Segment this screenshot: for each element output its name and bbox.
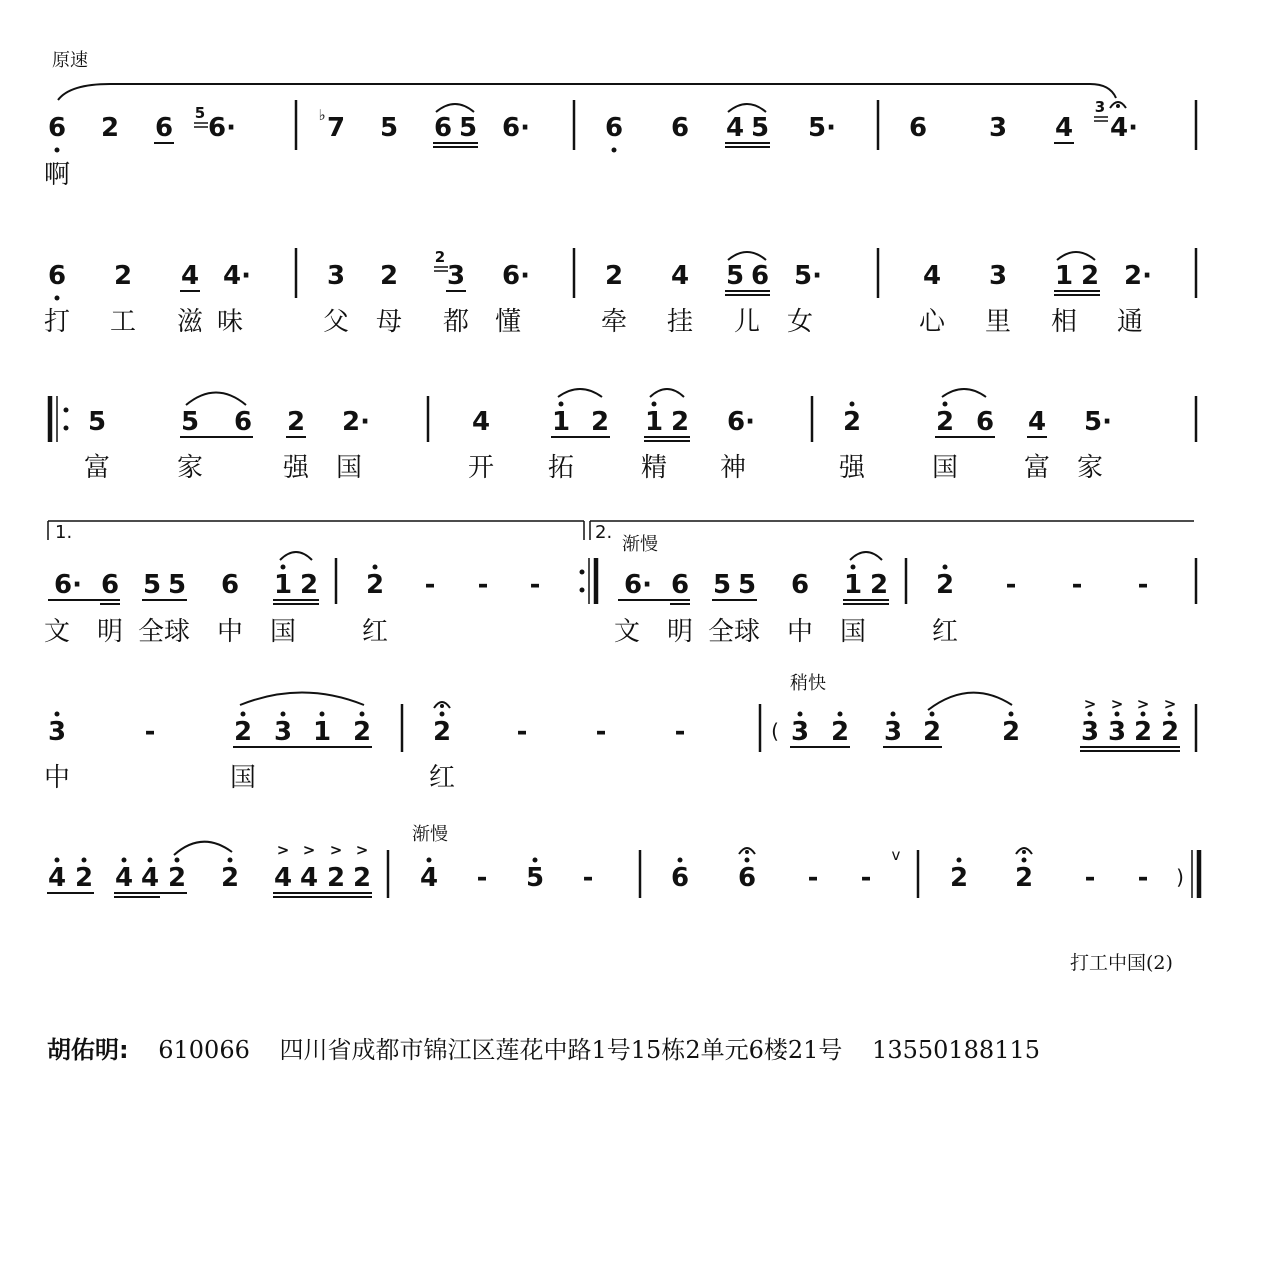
address: 四川省成都市锦江区莲花中路1号15栋2单元6楼21号 — [279, 1036, 843, 1064]
volta-2: 2. — [595, 522, 613, 543]
accent-mark: > — [1110, 695, 1124, 713]
note: - — [582, 863, 594, 893]
lyric: 国 — [229, 763, 257, 793]
note: 5· — [808, 113, 836, 143]
note: 5· — [1084, 407, 1112, 437]
note: - — [1137, 570, 1149, 600]
author-name: 胡佑明: — [47, 1036, 129, 1064]
note: 5 — [167, 570, 187, 600]
phrase-slur — [58, 84, 1116, 100]
note: - — [516, 717, 528, 747]
note: 4· — [223, 261, 251, 291]
note: 4 — [670, 261, 690, 291]
note: 4 — [725, 113, 745, 143]
note: 6 — [604, 113, 624, 143]
lyric: 强 — [282, 453, 310, 483]
note: 4 — [419, 863, 439, 893]
note: 2 — [949, 863, 969, 893]
note: - — [1005, 570, 1017, 600]
lyric: 懂 — [494, 307, 522, 337]
note: 2· — [1124, 261, 1152, 291]
lyric: 富 — [83, 453, 111, 483]
lyric: 红 — [428, 763, 456, 793]
note: 3 — [790, 717, 810, 747]
note: 2 — [869, 570, 889, 600]
lyric: 啊 — [43, 160, 71, 190]
lyric: 工 — [109, 307, 137, 337]
note: 3 — [883, 717, 903, 747]
note: 6 — [154, 113, 174, 143]
note: - — [674, 717, 686, 747]
note: 6· — [624, 570, 652, 600]
accent-mark: > — [302, 841, 316, 859]
lyric: 国 — [335, 453, 363, 483]
note: 2 — [220, 863, 240, 893]
note: 2 — [326, 863, 346, 893]
note: 2 — [100, 113, 120, 143]
row-4 — [44, 521, 1196, 647]
note: 2 — [935, 570, 955, 600]
lyric: 明 — [96, 617, 124, 647]
note: 1 — [312, 717, 332, 747]
lyric: 明 — [666, 617, 694, 647]
lyric: 开 — [467, 453, 495, 483]
lyric: 相 — [1050, 307, 1078, 337]
note: - — [1071, 570, 1083, 600]
note: 2 — [590, 407, 610, 437]
tempo-original: 原速 — [52, 50, 88, 71]
lyric: 通 — [1116, 307, 1144, 337]
note: 5 — [142, 570, 162, 600]
lyric: 父 — [322, 307, 350, 337]
note: 2 — [352, 717, 372, 747]
lyric: 国 — [931, 453, 959, 483]
note: 6 — [47, 113, 67, 143]
note: 6 — [433, 113, 453, 143]
note: 5 — [180, 407, 200, 437]
note: 6· — [208, 113, 236, 143]
note: 4 — [180, 261, 200, 291]
note: 4 — [922, 261, 942, 291]
lyric: 国 — [839, 617, 867, 647]
note: 2 — [830, 717, 850, 747]
note: 2 — [432, 717, 452, 747]
tempo-rit-2: 渐慢 — [412, 824, 448, 845]
note: - — [807, 863, 819, 893]
note: 6 — [670, 570, 690, 600]
note: 2 — [286, 407, 306, 437]
lyric: 打 — [43, 307, 71, 337]
note: 4 — [1054, 113, 1074, 143]
note: 6 — [790, 570, 810, 600]
grace-note: 2 — [434, 248, 446, 266]
accent-mark: > — [276, 841, 290, 859]
note: - — [1084, 863, 1096, 893]
lyric: 家 — [176, 453, 204, 483]
close-paren: ) — [1176, 865, 1184, 889]
note: 2 — [379, 261, 399, 291]
accent-mark: > — [1083, 695, 1097, 713]
note: - — [529, 570, 541, 600]
phone: 13550188115 — [872, 1036, 1041, 1064]
note: 2 — [1080, 261, 1100, 291]
note: 2 — [842, 407, 862, 437]
note: 6 — [47, 261, 67, 291]
row-5 — [44, 693, 1196, 794]
note: 5 — [712, 570, 732, 600]
note: 4 — [1027, 407, 1047, 437]
note: 4 — [114, 863, 134, 893]
note: 2 — [299, 570, 319, 600]
note: 2 — [352, 863, 372, 893]
lyric: 中 — [43, 763, 71, 793]
note: 2 — [365, 570, 385, 600]
note: 5 — [87, 407, 107, 437]
lyric: 心 — [918, 307, 946, 337]
note: 6· — [727, 407, 755, 437]
lyric: 挂 — [666, 307, 694, 337]
lyric: 红 — [361, 617, 389, 647]
lyric: 神 — [719, 453, 747, 483]
lyric: 牵 — [600, 307, 628, 337]
flat-sign: ♭ — [318, 106, 326, 124]
note: 7 — [326, 113, 346, 143]
note: 6· — [502, 261, 530, 291]
note: 4 — [47, 863, 67, 893]
note: 2 — [670, 407, 690, 437]
note: 2 — [1160, 717, 1180, 747]
breath-mark: v — [891, 846, 901, 864]
note: 2 — [1133, 717, 1153, 747]
lyric: 家 — [1076, 453, 1104, 483]
lyric: 红 — [931, 617, 959, 647]
note: 6 — [750, 261, 770, 291]
lyric: 拓 — [547, 453, 575, 483]
postcode: 610066 — [158, 1036, 250, 1064]
lyric: 里 — [984, 307, 1012, 337]
note: 4 — [140, 863, 160, 893]
note: 3 — [1080, 717, 1100, 747]
grace-note: 3 — [1094, 98, 1106, 116]
accent-mark: > — [1163, 695, 1177, 713]
row-2 — [44, 248, 1196, 337]
note: 6 — [975, 407, 995, 437]
note: 5 — [458, 113, 478, 143]
note: 2 — [935, 407, 955, 437]
row-3 — [50, 389, 1196, 483]
note: 6 — [670, 863, 690, 893]
note: 6 — [100, 570, 120, 600]
note: 5 — [379, 113, 399, 143]
accent-mark: > — [355, 841, 369, 859]
note: 2 — [167, 863, 187, 893]
note: 4 — [273, 863, 293, 893]
tempo-faster: 稍快 — [790, 673, 826, 694]
note: - — [476, 863, 488, 893]
note: 6 — [670, 113, 690, 143]
note: - — [477, 570, 489, 600]
row-6 — [47, 841, 1199, 898]
note: - — [1137, 863, 1149, 893]
lyric: 中 — [786, 617, 814, 647]
lyric: 母 — [375, 307, 403, 337]
note: 3 — [988, 261, 1008, 291]
note: 3 — [1107, 717, 1127, 747]
open-paren: ( — [771, 719, 779, 743]
note: 5 — [737, 570, 757, 600]
accent-mark: > — [329, 841, 343, 859]
note: - — [424, 570, 436, 600]
note: - — [595, 717, 607, 747]
note: - — [144, 717, 156, 747]
lyric: 味 — [216, 307, 244, 337]
note: 6 — [233, 407, 253, 437]
note: 6· — [502, 113, 530, 143]
lyric: 儿 — [733, 307, 761, 337]
lyric: 全球 — [137, 617, 191, 647]
note: 1 — [551, 407, 571, 437]
lyric: 文 — [613, 617, 641, 647]
note: 2· — [342, 407, 370, 437]
note: 3 — [446, 261, 466, 291]
lyric: 女 — [786, 307, 814, 337]
note: 5· — [794, 261, 822, 291]
note: 6 — [220, 570, 240, 600]
note: 2 — [1001, 717, 1021, 747]
note: 3 — [326, 261, 346, 291]
grace-note: 5 — [194, 104, 206, 122]
lyric: 文 — [43, 617, 71, 647]
row-1 — [44, 98, 1196, 190]
note: 3 — [273, 717, 293, 747]
note: 2 — [1014, 863, 1034, 893]
note: 1 — [273, 570, 293, 600]
note: 5 — [725, 261, 745, 291]
note: 6 — [737, 863, 757, 893]
note: 4 — [299, 863, 319, 893]
accent-mark: > — [1136, 695, 1150, 713]
note: 2 — [233, 717, 253, 747]
lyric: 国 — [269, 617, 297, 647]
lyric: 都 — [442, 307, 470, 337]
note: 6· — [54, 570, 82, 600]
lyric: 强 — [838, 453, 866, 483]
note: 1 — [644, 407, 664, 437]
contact-footer — [47, 1030, 1062, 1065]
tempo-rit-1: 渐慢 — [622, 534, 658, 555]
note: 2 — [604, 261, 624, 291]
lyric: 滋 — [176, 307, 204, 337]
volta-1: 1. — [55, 522, 73, 543]
note: 6 — [908, 113, 928, 143]
page-label: 打工中国(2) — [1070, 952, 1173, 974]
note: 2 — [113, 261, 133, 291]
note: 1 — [1054, 261, 1074, 291]
note: 4· — [1110, 113, 1138, 143]
lyric: 精 — [640, 453, 668, 483]
note: 4 — [471, 407, 491, 437]
note: - — [860, 863, 872, 893]
note: 1 — [843, 570, 863, 600]
note: 3 — [47, 717, 67, 747]
note: 5 — [750, 113, 770, 143]
lyric: 中 — [216, 617, 244, 647]
lyric: 全球 — [707, 617, 761, 647]
note: 2 — [922, 717, 942, 747]
note: 3 — [988, 113, 1008, 143]
note: 2 — [74, 863, 94, 893]
note: 5 — [525, 863, 545, 893]
lyric: 富 — [1023, 453, 1051, 483]
